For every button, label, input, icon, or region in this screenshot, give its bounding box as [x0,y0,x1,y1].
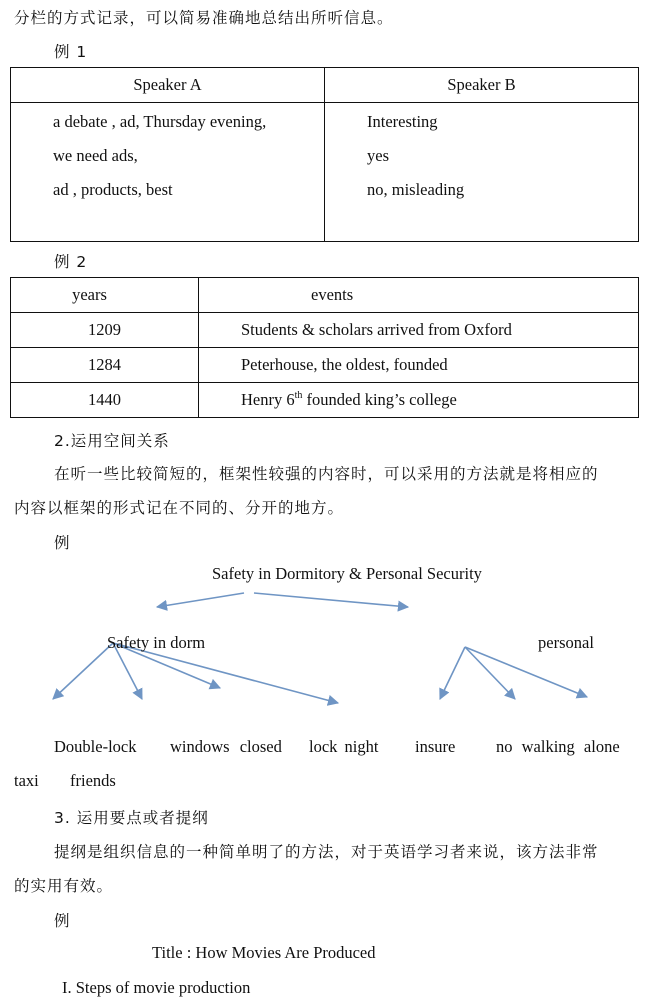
speaker-a-line: ad , products, best [53,180,173,199]
event-cell: Peterhouse, the oldest, founded [199,348,639,383]
arrow-root-to-left [157,593,244,607]
speaker-b-line: no, misleading [367,180,465,199]
section-2-example-label: 例 [54,534,71,552]
intro-text: 分栏的方式记录，可以简易准确地总结出所听信息。 [14,9,394,27]
diagram-leaf: windows closed [170,737,282,756]
example-1-label: 例 1 [54,43,88,61]
speaker-b-header: Speaker B [325,68,639,103]
section-2-paragraph-line: 内容以框架的形式记在不同的、分开的地方。 [14,499,345,517]
section-3-example-label: 例 [54,912,71,930]
speaker-b-line: yes [367,146,389,165]
arrow-personal-to-insure [440,647,465,699]
section-3-heading: 3. 运用要点或者提纲 [54,809,209,827]
diagram-root-node: Safety in Dormitory & Personal Security [212,564,482,583]
diagram-leaf: taxi [14,771,39,790]
diagram-leaf: lock night [309,737,379,756]
section-2-heading: 2.运用空间关系 [54,432,170,450]
years-header: years [11,278,199,313]
diagram-left-node: Safety in dorm [107,633,206,652]
section-3-paragraph-line: 的实用有效。 [14,877,114,895]
event-text: Henry 6 [241,390,295,409]
diagram-leaf: no walking alone [496,737,620,756]
speaker-a-line: a debate , ad, Thursday evening, [53,112,267,131]
example-2-label: 例 2 [54,253,88,271]
year-cell: 1209 [11,313,199,348]
diagram-right-node: personal [538,633,594,652]
year-cell: 1284 [11,348,199,383]
event-cell: Students & scholars arrived from Oxford [199,313,639,348]
year-cell: 1440 [11,383,199,418]
speaker-a-header: Speaker A [11,68,325,103]
diagram-leaf: friends [70,771,116,790]
arrow-root-to-right [254,593,408,607]
diagram-leaf: Double-lock [54,737,137,756]
arrow-dorm-to-double-lock [53,643,113,699]
outline-title: Title : How Movies Are Produced [152,943,376,962]
section-3-paragraph-line: 提纲是组织信息的一种简单明了的方法，对于英语学习者来说，该方法非常 [54,843,599,861]
speaker-a-line: we need ads, [53,146,138,165]
events-header: events [199,278,639,313]
arrow-personal-to-no-walking [465,647,515,699]
speaker-b-line: Interesting [367,112,438,131]
arrow-personal-to-alone [465,647,587,697]
outline-step: I. Steps of movie production [62,978,251,997]
event-text: founded king’s college [302,390,457,409]
ordinal-suffix: th [294,390,303,401]
diagram-leaf: insure [415,737,456,756]
section-2-paragraph-line: 在听一些比较简短的，框架性较强的内容时，可以采用的方法就是将相应的 [54,465,599,483]
